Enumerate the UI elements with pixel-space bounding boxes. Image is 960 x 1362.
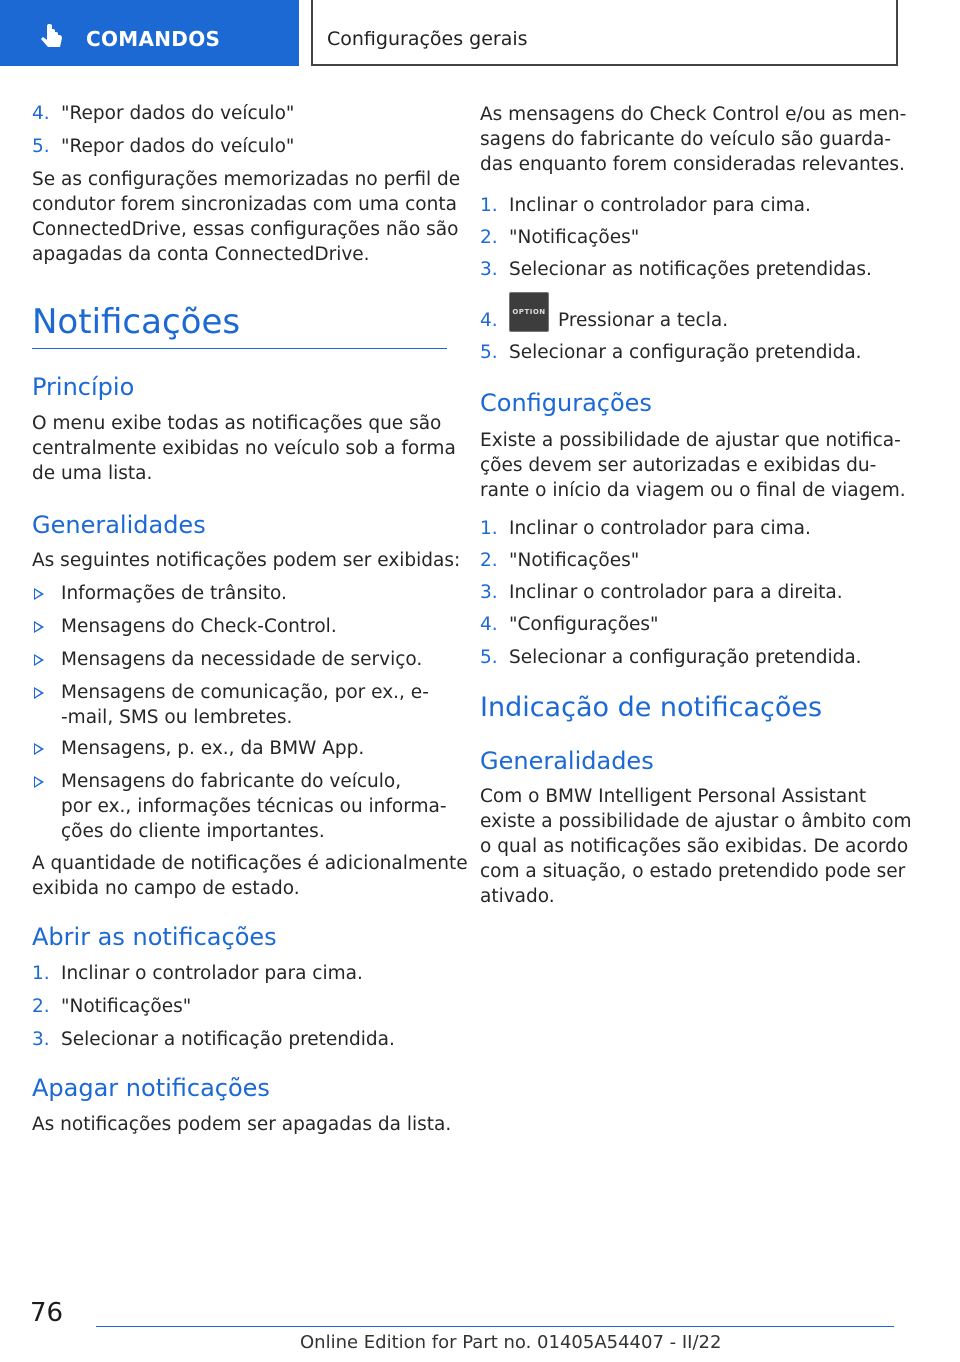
bullet-text: Mensagens, p. ex., da BMW App. <box>61 738 365 759</box>
section-title: Configurações gerais <box>327 28 528 50</box>
option-key-icon: OPTION <box>509 292 549 332</box>
bullet-text: Mensagens do fabricante do veículo, <box>61 771 402 792</box>
paragraph-line: ativado. <box>480 886 555 907</box>
step-text: "Configurações" <box>509 614 659 635</box>
paragraph-line: centralmente exibidas no veículo sob a forma <box>32 438 456 459</box>
bullet-text: Informações de trânsito. <box>61 583 287 604</box>
step-text: "Repor dados do veículo" <box>61 103 295 124</box>
chapter-heading: Notificações <box>32 302 241 342</box>
paragraph-line: exibida no campo de estado. <box>32 878 300 899</box>
paragraph-line: ConnectedDrive, essas configurações não são <box>32 219 459 240</box>
chapter-tab <box>0 0 299 66</box>
step-text: Pressionar a tecla. <box>558 310 729 331</box>
step-number: 5. <box>480 342 498 363</box>
bullet-triangle-icon <box>34 654 44 666</box>
section-heading: Configurações <box>480 389 652 417</box>
bullet-text: por ex., informações técnicas ou informa- <box>61 796 447 817</box>
paragraph-line: Se as configurações memorizadas no perfil de <box>32 169 461 190</box>
step-number: 5. <box>480 647 498 668</box>
paragraph-line: As seguintes notificações podem ser exibidas: <box>32 550 461 571</box>
step-text: Inclinar o controlador para cima. <box>509 195 811 216</box>
step-text: "Notificações" <box>509 227 640 248</box>
bullet-text: Mensagens de comunicação, por ex., e- <box>61 682 429 703</box>
step-text: Selecionar as notificações pretendidas. <box>509 259 872 280</box>
paragraph-line: existe a possibilidade de ajustar o âmbito com <box>480 811 912 832</box>
bullet-triangle-icon <box>34 621 44 633</box>
paragraph-line: A quantidade de notificações é adicionalmente <box>32 853 468 874</box>
step-number: 5. <box>32 136 50 157</box>
step-number: 3. <box>480 259 498 280</box>
section-heading: Princípio <box>32 373 135 401</box>
page-header <box>0 0 960 66</box>
step-number: 2. <box>480 550 498 571</box>
bullet-text: Mensagens do Check-Control. <box>61 616 337 637</box>
footer-edition: Online Edition for Part no. 01405A54407 - II/22 <box>300 1332 722 1353</box>
step-number: 4. <box>480 614 498 635</box>
paragraph-line: rante o início da viagem ou o final de viagem. <box>480 480 906 501</box>
footer-rule <box>96 1326 894 1327</box>
step-number: 4. <box>32 103 50 124</box>
section-heading: Abrir as notificações <box>32 923 277 951</box>
paragraph-line: O menu exibe todas as notificações que são <box>32 413 442 434</box>
bullet-text: ções do cliente importantes. <box>61 821 325 842</box>
paragraph-line: ções devem ser autorizadas e exibidas du- <box>480 455 877 476</box>
step-text: Inclinar o controlador para a direita. <box>509 582 843 603</box>
step-number: 4. <box>480 310 498 331</box>
step-number: 1. <box>480 518 498 539</box>
paragraph-line: Com o BMW Intelligent Personal Assistant <box>480 786 867 807</box>
step-number: 1. <box>32 963 50 984</box>
paragraph-line: o qual as notificações são exibidas. De acordo <box>480 836 909 857</box>
paragraph-line: As mensagens do Check Control e/ou as men- <box>480 104 907 125</box>
paragraph-line: das enquanto forem consideradas relevantes. <box>480 154 905 175</box>
step-text: Selecionar a configuração pretendida. <box>509 647 862 668</box>
page-number: 76 <box>30 1298 64 1328</box>
section-title-box <box>311 0 898 66</box>
step-number: 3. <box>480 582 498 603</box>
bullet-triangle-icon <box>34 588 44 600</box>
step-text: "Repor dados do veículo" <box>61 136 295 157</box>
bullet-triangle-icon <box>34 776 44 788</box>
section-heading: Indicação de notificações <box>480 692 823 723</box>
paragraph-line: apagadas da conta ConnectedDrive. <box>32 244 370 265</box>
step-text: Selecionar a notificação pretendida. <box>61 1029 395 1050</box>
step-number: 2. <box>32 996 50 1017</box>
bullet-triangle-icon <box>34 743 44 755</box>
bullet-triangle-icon <box>34 687 44 699</box>
step-number: 2. <box>480 227 498 248</box>
paragraph-line: As notificações podem ser apagadas da lista. <box>32 1114 452 1135</box>
step-text: "Notificações" <box>509 550 640 571</box>
section-heading: Apagar notificações <box>32 1074 270 1102</box>
heading-rule <box>32 348 447 349</box>
paragraph-line: condutor forem sincronizadas com uma conta <box>32 194 457 215</box>
step-text: Inclinar o controlador para cima. <box>509 518 811 539</box>
hand-pointer-icon <box>38 22 66 50</box>
chapter-tab-label: COMANDOS <box>86 27 221 51</box>
step-text: Inclinar o controlador para cima. <box>61 963 363 984</box>
paragraph-line: sagens do fabricante do veículo são guarda- <box>480 129 892 150</box>
section-heading: Generalidades <box>32 511 206 539</box>
bullet-text: -mail, SMS ou lembretes. <box>61 707 293 728</box>
step-number: 1. <box>480 195 498 216</box>
paragraph-line: de uma lista. <box>32 463 153 484</box>
step-number: 3. <box>32 1029 50 1050</box>
step-text: Selecionar a configuração pretendida. <box>509 342 862 363</box>
step-text: "Notificações" <box>61 996 192 1017</box>
bullet-text: Mensagens da necessidade de serviço. <box>61 649 423 670</box>
paragraph-line: com a situação, o estado pretendido pode ser <box>480 861 906 882</box>
subsection-heading: Generalidades <box>480 747 654 775</box>
paragraph-line: Existe a possibilidade de ajustar que notifica- <box>480 430 901 451</box>
